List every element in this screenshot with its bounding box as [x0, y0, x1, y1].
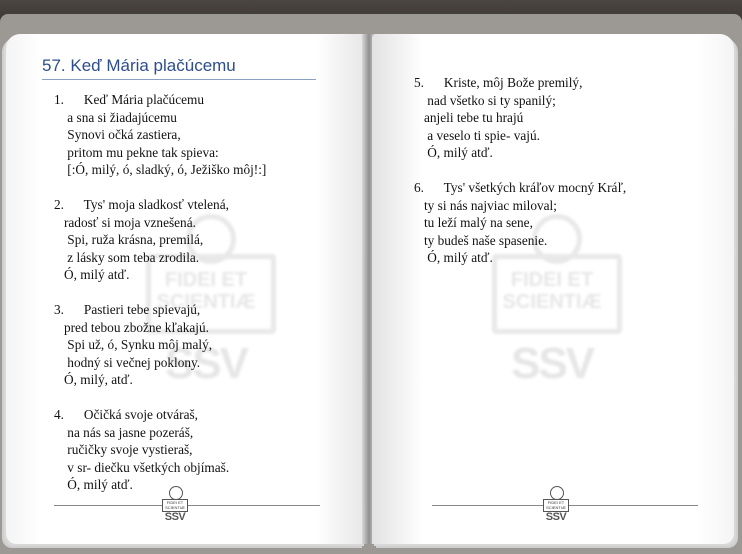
verse-line: Ó, milý atď. — [54, 267, 130, 282]
verse-line: v sr- diečku všetkých objímaš. — [54, 459, 230, 475]
verse-line: 5. Kriste, môj Bože premilý, — [414, 75, 583, 90]
footer-logo-right: FIDEI ET SCIENTIÆ SSV — [542, 486, 570, 524]
verse-line: Ó, milý, atď. — [54, 372, 133, 387]
verse-line: 3. Pastieri tebe spievajú, — [54, 302, 201, 317]
verse-line: a sna si žiadajúcemu — [54, 109, 177, 125]
verse-line: 4. Očičká svoje otváraš, — [54, 407, 199, 422]
left-verses — [54, 91, 266, 511]
book — [0, 14, 742, 554]
verse-line: Ó, milý atď. — [54, 477, 133, 492]
verse-line: pred tebou zbožne kľakajú. — [54, 319, 209, 335]
watermark-logo: FIDEI ET SCIENTIÆ SSV — [131, 214, 281, 394]
verse-line: pritom mu pekne tak spieva: — [54, 144, 219, 160]
verse-line: Spi už, ó, Synku môj malý, — [54, 337, 213, 352]
verse-line: ty si nás najviac miloval; — [414, 197, 557, 213]
verse-line: nad všetko si ty spanilý; — [414, 92, 556, 108]
verse-line: Synovi očká zastiera, — [54, 127, 181, 142]
footer-logo-left: FIDEI ET SCIENTIÆ SSV — [161, 486, 189, 524]
verse-line: 1. Keď Mária plačúcemu — [54, 92, 205, 107]
verse — [54, 406, 266, 494]
verse-line: ručičky svoje vystieraš, — [54, 442, 193, 457]
verse — [54, 91, 266, 179]
right-verses — [414, 74, 626, 284]
verse-line: a veselo ti spie- vajú. — [414, 127, 540, 143]
verse-line: [:Ó, milý, ó, sladký, ó, Ježiško môj!:] — [54, 162, 267, 177]
verse-line: radosť si moja vznešená. — [54, 214, 196, 230]
left-page — [6, 34, 366, 544]
watermark-logo: FIDEI ET SCIENTIÆ SSV — [477, 214, 627, 394]
verse-line: Ó, milý atď. — [414, 250, 493, 265]
verse-line: Ó, milý atď. — [414, 145, 493, 160]
verse-line: tu leží malý na sene, — [414, 215, 533, 230]
verse-line: anjeli tebe tu hrajú — [414, 110, 524, 125]
song-title: 57. Keď Mária plačúcemu — [42, 56, 316, 80]
verse-line: hodný si večnej poklony. — [54, 354, 201, 370]
verse-line: Spi, ruža krásna, premilá, — [54, 232, 204, 247]
verse — [414, 179, 626, 267]
verse — [414, 74, 626, 162]
verse-line: 2. Tys' moja sladkosť vtelená, — [54, 197, 229, 212]
verse — [54, 196, 266, 284]
verse-line: na nás sa jasne pozeráš, — [54, 424, 194, 440]
right-page — [372, 34, 734, 544]
verse-line: 6. Tys' všetkých kráľov mocný Kráľ, — [414, 180, 627, 195]
verse-line: ty budeš naše spasenie. — [414, 232, 548, 248]
verse — [54, 301, 266, 389]
verse-line: z lásky som teba zrodila. — [54, 249, 200, 265]
